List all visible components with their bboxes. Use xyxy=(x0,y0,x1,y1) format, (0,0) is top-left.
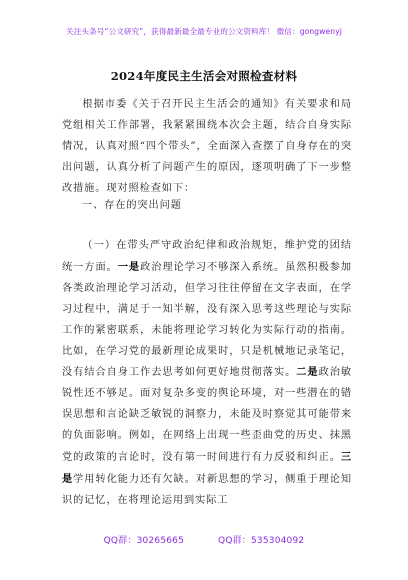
footer-qq-group-1: QQ群：30265665 xyxy=(103,536,185,546)
header-note: 关注头条号“公文研究”，获得最新最全最专业的公文资料库！ 微信：gongwenyj xyxy=(66,27,342,36)
intro-paragraph: 根据市委《关于召开民主生活会的通知》有关要求和局党组相关工作部署，我紧紧围绕本次会主题，结合自身实际情况，认真对照“四个带头”，全面深入查摆了自身存在的突出问题，认真分析了问题产生的原因，逐项明确了下一步整改措施。现对照检查如下： xyxy=(62,99,352,194)
document-title: 2024年度民主生活会对照检查材料 xyxy=(110,69,298,83)
para-lead: （一）在带头严守政治纪律和政治规矩，维护党的团结统一方面。 xyxy=(62,240,352,273)
section-heading: 一、存在的突出问题 xyxy=(82,200,182,211)
point-one-label: 一是 xyxy=(117,260,141,273)
point-three-label: 三是 xyxy=(62,451,352,485)
footer xyxy=(0,533,408,546)
point-two-text: 政治敏锐性还不够足。面对复杂多变的舆论环境，对一些潜在的错误思想和言论缺乏敏锐的洞察力，未能及时察觉其可能带来的负面影响。例如，在网络上出现一些歪曲党的历史、抹黑党的政策的言论时，没有第一时间进行有力反驳和纠正。 xyxy=(62,367,352,464)
point-one-text: 政治理论学习不够深入系统。虽然积极参加各类政治理论学习活动，但学习往往停留在文字表面，在学习过程中，满足于一知半解，没有深入思考这些理论与实际工作的紧密联系，未能将理论学习转化为实际行动的指南。比如，在学习党的最新理论成果时，只是机械地记录笔记，没有结合自身工作去思考如何更好地贯彻落实。 xyxy=(62,261,352,379)
point-two-label: 二是 xyxy=(296,366,319,379)
point-three-text: 学用转化能力还有欠缺。对新思想的学习，侧重于理论知识的记忆，在将理论运用到实际工 xyxy=(62,473,352,506)
footer-qq-group-2: QQ群：535304092 xyxy=(218,536,305,546)
main-paragraph xyxy=(62,236,352,512)
